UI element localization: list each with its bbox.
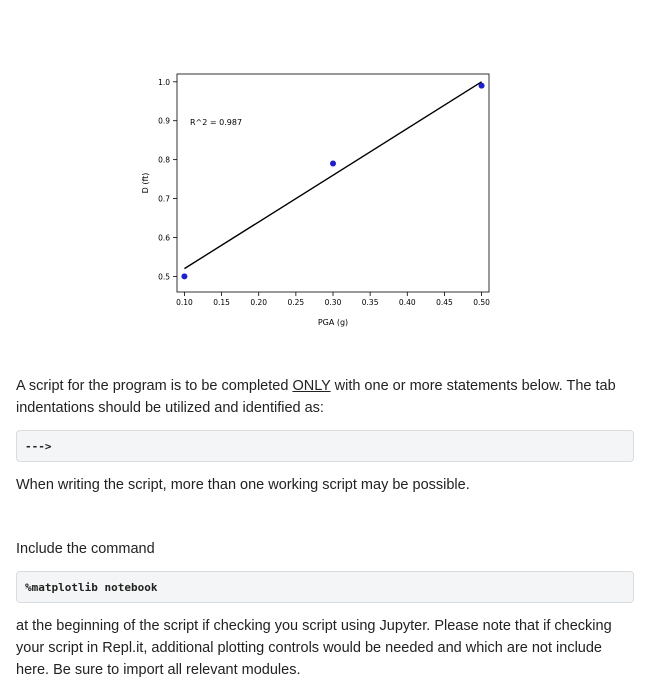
y-tick-label: 0.5	[158, 272, 170, 282]
x-tick-label: 0.50	[473, 298, 490, 307]
instructions-text-end: with one or more statements below. The tab indentations should be utilized and identified as:	[16, 378, 616, 416]
command-code-box	[16, 571, 634, 603]
x-tick-label: 0.15	[213, 298, 230, 307]
indent-marker-text: --->	[25, 439, 52, 453]
jupyter-note-paragraph: at the beginning of the script if checking you script using Jupyter. Please note that if checking your script in Repl.it, additional plotting controls would be needed and which are not include here. Be sure to import all relevant modules.	[16, 618, 612, 678]
data-point	[181, 273, 187, 279]
x-tick-label: 0.25	[287, 298, 305, 307]
instructions-text-start: A script for the program is to be completed	[16, 378, 293, 394]
y-tick-label: 0.6	[158, 233, 170, 243]
y-tick-label: 0.7	[158, 194, 170, 204]
x-tick-label: 0.30	[324, 298, 342, 307]
multiple-scripts-note: When writing the script, more than one working script may be possible.	[16, 477, 470, 493]
y-axis-ticks	[158, 78, 177, 282]
emphasis-only: ONLY	[292, 378, 331, 394]
command-code-text: %matplotlib notebook	[25, 580, 158, 594]
x-tick-label: 0.20	[250, 298, 268, 307]
y-tick-label: 0.9	[158, 116, 170, 126]
indent-marker-box	[16, 430, 634, 462]
include-command-label: Include the command	[16, 541, 155, 557]
r-squared-annotation: R^2 = 0.987	[190, 118, 243, 127]
scatter-plot	[130, 62, 500, 340]
x-tick-label: 0.40	[398, 298, 416, 307]
x-tick-label: 0.45	[436, 298, 453, 307]
instructions-paragraph	[16, 375, 632, 419]
data-point	[479, 83, 485, 89]
y-axis-label: D (ft)	[141, 172, 150, 194]
data-point	[330, 161, 336, 167]
x-axis-ticks	[176, 292, 490, 307]
regression-line	[184, 82, 481, 269]
y-tick-label: 0.8	[158, 155, 170, 165]
y-tick-label: 1.0	[158, 77, 170, 87]
x-axis-label: PGA (g)	[317, 318, 349, 327]
x-tick-label: 0.10	[176, 298, 193, 307]
x-tick-label: 0.35	[361, 298, 379, 307]
data-points	[181, 83, 484, 280]
